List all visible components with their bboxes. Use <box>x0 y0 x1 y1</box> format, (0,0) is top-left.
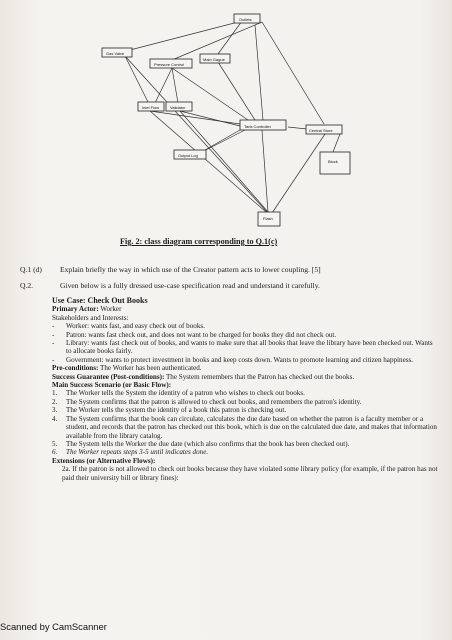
list-item: - Library: wants fast check out of books, and wants to make sure that all books that leave the library have been checked out. Wants to allocate books fairly. <box>52 339 438 356</box>
figure-caption: Fig. 2: class diagram corresponding to Q.1(c) <box>120 237 278 246</box>
question-text: Given below is a fully dressed use-case specification read and understand it carefully. <box>60 281 320 290</box>
class-output-log: Output Log <box>178 153 198 158</box>
success-guarantee <box>52 373 438 381</box>
step-number: 2. <box>52 397 58 406</box>
preconditions-label: Pre-conditions: <box>52 364 99 373</box>
use-case-title: Use Case: Check Out Books <box>52 296 148 305</box>
list-item <box>52 398 438 406</box>
primary-actor-value: Worker <box>100 305 122 314</box>
class-diagram <box>0 0 452 240</box>
main-scenario-steps <box>52 389 438 456</box>
step-text: The System tells the Worker the due date (which also confirms that the book has been checked out). <box>66 439 350 448</box>
preconditions-value: The Worker has been authenticated. <box>100 364 202 373</box>
class-validator: Validator <box>170 105 186 110</box>
extensions-heading: Extensions (or Alternative Flows): <box>52 456 156 465</box>
question-text: Explain briefly the way in which use of the Creator pattern acts to lower coupling. [5] <box>60 265 321 274</box>
step-text: The System confirms that the book can circulate, calculates the due date based on whether the patron is a faculty member or a student, and records that the patron has checked out this book, which is due on the calculated due date, and makes that information available from the library catalog. <box>66 414 437 440</box>
class-pressure-control: Pressure Control <box>154 62 185 67</box>
stakeholders-list <box>52 322 438 364</box>
list-item <box>52 415 438 440</box>
list-item: - Government: wants to protect investment in books and keep costs down. Wants to promote learning and citizen happiness. <box>52 356 438 364</box>
step-text: The Worker tells the System the identity of a patron who wishes to check out books. <box>66 389 305 398</box>
guarantee-value: The System remembers that the Patron has checked out the books. <box>165 372 355 381</box>
list-item: - Worker: wants fast, and easy check out of books. <box>52 322 438 330</box>
step-text: The System confirms that the patron is allowed to check out books, and remembers the patron's identity. <box>66 397 362 406</box>
extension-2a: 2a. If the patron is not allowed to check out books because they have violated some library policy (for example, if the patron has not paid their university bill or library fines): <box>62 465 438 482</box>
class-inlet-flow: Inlet Flow <box>142 105 160 110</box>
class-gas-valve: Gas Valve <box>106 51 125 56</box>
scanner-watermark: Scanned by CamScanner <box>0 621 107 632</box>
step-number: 1. <box>52 389 58 398</box>
class-outlets: Outlets <box>239 17 252 22</box>
step-number: 4. <box>52 414 58 423</box>
class-tank-controller: Tank Controller <box>244 124 271 129</box>
step-number: 5. <box>52 439 58 448</box>
class-main-gague: Main Gague <box>203 57 225 62</box>
list-item <box>52 406 438 414</box>
class-central-store: Central Store <box>309 128 333 133</box>
primary-actor <box>52 305 438 313</box>
step-text: The Worker tells the system the identity of a book this patron is checking out. <box>66 406 287 415</box>
step-number: 6. <box>52 448 58 457</box>
list-item <box>52 440 438 448</box>
step-number: 3. <box>52 406 58 415</box>
primary-actor-label: Primary Actor: <box>52 305 99 314</box>
preconditions <box>52 364 438 372</box>
main-scenario-heading: Main Success Scenario (or Basic Flow): <box>52 381 172 390</box>
class-flash: Flash <box>263 216 273 221</box>
question-number: Q.1 (d) <box>20 265 42 274</box>
step-text: The Worker repeats steps 3-5 until indicates done. <box>66 448 209 457</box>
use-case-spec <box>52 297 438 482</box>
list-item: - Patron: wants fast check out, and does not want to be charged for books they did not check out. <box>52 331 438 339</box>
stakeholders-heading: Stakeholders and Interests: <box>52 313 129 322</box>
list-item <box>52 389 438 397</box>
list-item <box>52 448 438 456</box>
guarantee-label: Success Guarantee (Post-conditions): <box>52 372 165 381</box>
question-number: Q.2. <box>20 281 34 290</box>
class-block: Block <box>328 159 338 164</box>
